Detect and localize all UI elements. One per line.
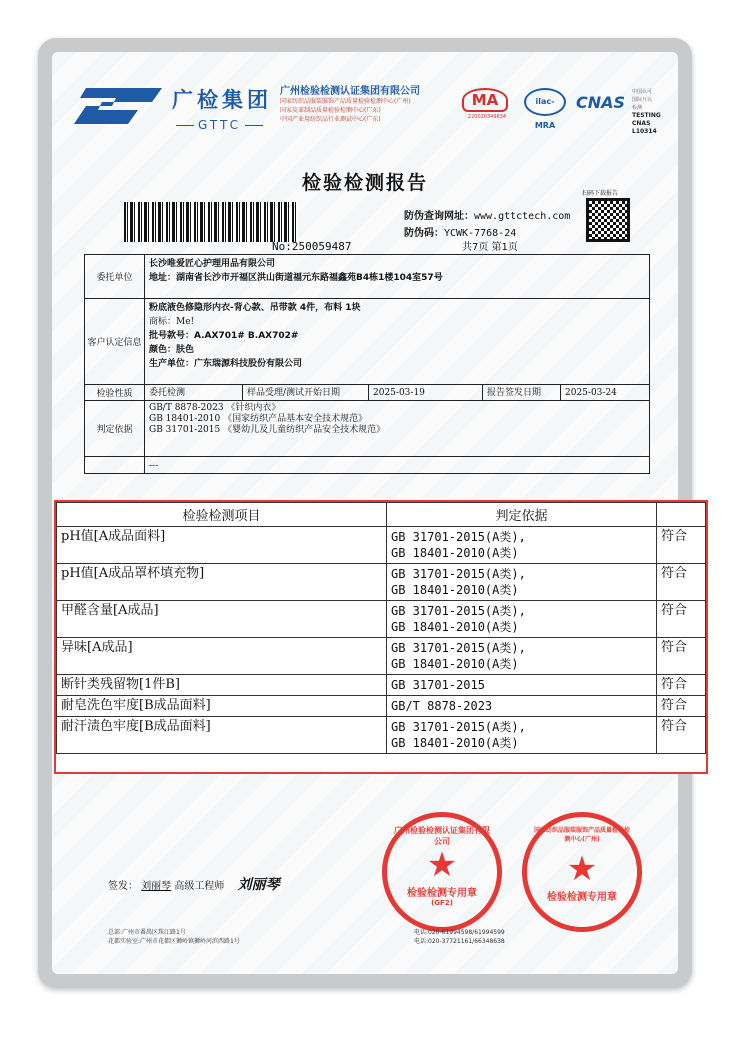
organization-name: 广州检验检测认证集团有限公司 [280, 86, 420, 97]
result-basis [387, 675, 657, 696]
result-verdict: 符合 [657, 675, 706, 696]
header-basis: 判定依据 [387, 503, 657, 527]
seal1-code: (GF2) [431, 898, 453, 907]
anti-counterfeit-info [404, 208, 570, 242]
seal2-arc-text: 国家纺织品服装服饰产品质量检验检测中心(广州) [533, 827, 630, 843]
test-type: 委托检测 [145, 385, 243, 400]
cma-number: 220020349634 [467, 114, 507, 120]
ilac-logo: ilac-MRA [524, 88, 566, 116]
result-verdict: 符合 [657, 638, 706, 675]
result-basis [387, 527, 657, 564]
basis-row [85, 401, 649, 457]
certificate-frame [38, 38, 692, 988]
result-basis-2: GB 18401-2010(A类) [391, 583, 519, 597]
result-basis-2: GB 18401-2010(A类) [391, 736, 519, 750]
table-row [57, 564, 706, 601]
result-basis [387, 696, 657, 717]
result-basis-1: GB 31701-2015(A类), [391, 641, 526, 655]
handwritten-signature: 刘丽琴 [237, 877, 280, 893]
signature-line [108, 874, 280, 894]
basis-label: 判定依据 [85, 401, 145, 456]
test-type-label: 检验性质 [85, 385, 145, 400]
basis-value [145, 401, 649, 456]
anti-code: YCWK-7768-24 [444, 228, 517, 239]
result-basis-1: GB 31701-2015(A类), [391, 530, 526, 544]
sample-line-2: 商标：Me! [149, 317, 195, 327]
client-label: 委托单位 [85, 255, 145, 298]
signer-name: 刘丽琴 [141, 881, 172, 892]
blank-value: --- [149, 461, 159, 471]
result-item: 耐皂洗色牢度[B成品面料] [57, 696, 387, 717]
result-basis-2: GB 18401-2010(A类) [391, 546, 519, 560]
received-date: 2025-03-19 [369, 385, 483, 400]
cnas-logo: CNAS [576, 93, 626, 112]
logo-english: GTTC [172, 118, 267, 132]
client-name: 长沙唯爱匠心护理用品有限公司 [149, 259, 276, 269]
sample-line-3: 批号款号：A.AX701# B.AX702# [149, 331, 299, 341]
basis-line-2: GB 18401-2010 《国家纺织产品基本安全技术规范》 [149, 414, 368, 424]
seal2-star-icon: ★ [566, 848, 598, 889]
organization-block [280, 82, 420, 124]
report-number: No:250059487 [272, 240, 352, 253]
footer-tel2: 电话:020-37721161/66348638 [414, 938, 505, 945]
test-type-value [145, 385, 649, 400]
seal2-text: 检验检测专用章 [547, 891, 617, 903]
results-header-row [57, 503, 706, 527]
blank-row [85, 457, 649, 473]
cnas-line-3: 检测 [632, 105, 643, 111]
table-row [57, 601, 706, 638]
sample-line-1: 粉底液色修隐形内衣-背心款、吊带款 4件，布料 1块 [149, 303, 361, 313]
issue-date: 2025-03-24 [565, 388, 617, 398]
anti-code-label: 防伪码： [404, 228, 444, 239]
footer-branch: 花都实验室:广州市花都区狮岭镇狮岭河滨西路1号 [108, 938, 240, 945]
anti-site-label: 防伪查询网址： [404, 211, 474, 222]
organization-sub-1: 国家纺织品服装服饰产品质量检验检测中心(广州) [280, 98, 411, 105]
received-date-label: 样品受理/测试开始日期 [243, 385, 369, 400]
result-item: 异味[A成品] [57, 638, 387, 675]
qr-label: 扫码下载报告 [582, 190, 619, 197]
result-basis [387, 717, 657, 754]
result-verdict: 符合 [657, 717, 706, 754]
organization-sub-3: 中国产业用纺织品行业测试中心(广东) [280, 116, 381, 123]
table-row [57, 527, 706, 564]
qr-code[interactable] [586, 198, 630, 242]
cma-mark [462, 88, 512, 128]
results-table [56, 502, 706, 754]
organization-sub-2: 国家皮革制品质量检验检测中心(广东) [280, 107, 381, 114]
client-address: 地址：湖南省长沙市开福区洪山街道福元东路福鑫苑B4栋1楼104室57号 [149, 273, 443, 283]
result-item: pH值[A成品面料] [57, 527, 387, 564]
result-basis [387, 564, 657, 601]
result-verdict: 符合 [657, 601, 706, 638]
footer-left [108, 928, 240, 946]
blank-label [85, 457, 145, 473]
cnas-number: CNAS L10314 [632, 120, 657, 135]
result-item: 断针类残留物[1件B] [57, 675, 387, 696]
anti-site-link[interactable]: www.gttctech.com [474, 211, 571, 222]
barcode [124, 202, 298, 242]
result-basis-1: GB/T 8878-2023 [391, 699, 493, 713]
header-item: 检验检测项目 [57, 503, 387, 527]
result-basis-1: GB 31701-2015(A类), [391, 720, 526, 734]
cnas-line-2: 国际互认 [632, 97, 653, 103]
result-basis-1: GB 31701-2015(A类), [391, 567, 526, 581]
test-type-row [85, 385, 649, 401]
official-seal-1 [382, 812, 502, 932]
result-basis-1: GB 31701-2015 [391, 678, 485, 692]
client-value [145, 255, 649, 298]
cnas-line-4: TESTING [632, 112, 661, 119]
report-title: 检验检测报告 [301, 172, 428, 194]
result-item: pH值[A成品罩杯填充物] [57, 564, 387, 601]
result-basis [387, 601, 657, 638]
result-basis-2: GB 18401-2010(A类) [391, 657, 519, 671]
official-seal-2 [522, 812, 642, 932]
result-verdict: 符合 [657, 527, 706, 564]
table-row [57, 717, 706, 754]
result-item: 耐汗渍色牢度[B成品面料] [57, 717, 387, 754]
cma-logo: MA [462, 88, 508, 112]
results-table-highlight [54, 500, 708, 774]
result-verdict: 符合 [657, 696, 706, 717]
table-row [57, 675, 706, 696]
seal1-text: 检验检测专用章 [407, 887, 477, 899]
table-row [57, 638, 706, 675]
sample-row [85, 299, 649, 385]
table-row [57, 696, 706, 717]
footer-tel: 电话:020-61994598/61994599 [414, 929, 505, 936]
sign-label: 签发： [108, 881, 138, 892]
sample-line-4: 颜色：肤色 [149, 345, 195, 355]
ilac-mark [524, 88, 572, 128]
header-verdict [657, 503, 706, 527]
result-basis-1: GB 31701-2015(A类), [391, 604, 526, 618]
sample-label: 客户认定信息 [85, 299, 145, 384]
client-row [85, 255, 649, 299]
sample-line-5: 生产单位：广东瑞源科技股份有限公司 [149, 359, 303, 369]
cnas-line-1: 中国认可 [632, 89, 653, 95]
result-item: 甲醛含量[A成品] [57, 601, 387, 638]
report-header [72, 78, 662, 148]
result-verdict: 符合 [657, 564, 706, 601]
sample-value [145, 299, 649, 384]
footer-right [414, 928, 505, 946]
footer-hq: 总部:广州市番禺区珠江路1号 [108, 929, 186, 936]
seal1-star-icon: ★ [426, 844, 458, 885]
gttc-logo-icon [72, 84, 164, 128]
result-basis [387, 638, 657, 675]
page-counter: 共7页 第1页 [462, 242, 518, 253]
report-paper [52, 52, 688, 974]
issue-date-label: 报告签发日期 [483, 385, 561, 400]
signer-title: 高级工程师 [174, 881, 225, 892]
basis-line-1: GB/T 8878-2023 《针织内衣》 [149, 403, 281, 413]
cnas-text [632, 88, 672, 136]
basis-line-3: GB 31701-2015 《婴幼儿及儿童纺织产品安全技术规范》 [149, 425, 386, 435]
logo-chinese: 广检集团 [172, 88, 272, 112]
seal1-arc-text: 广州检验检测认证集团有限公司 [394, 826, 490, 846]
info-table [84, 254, 650, 474]
result-basis-2: GB 18401-2010(A类) [391, 620, 519, 634]
